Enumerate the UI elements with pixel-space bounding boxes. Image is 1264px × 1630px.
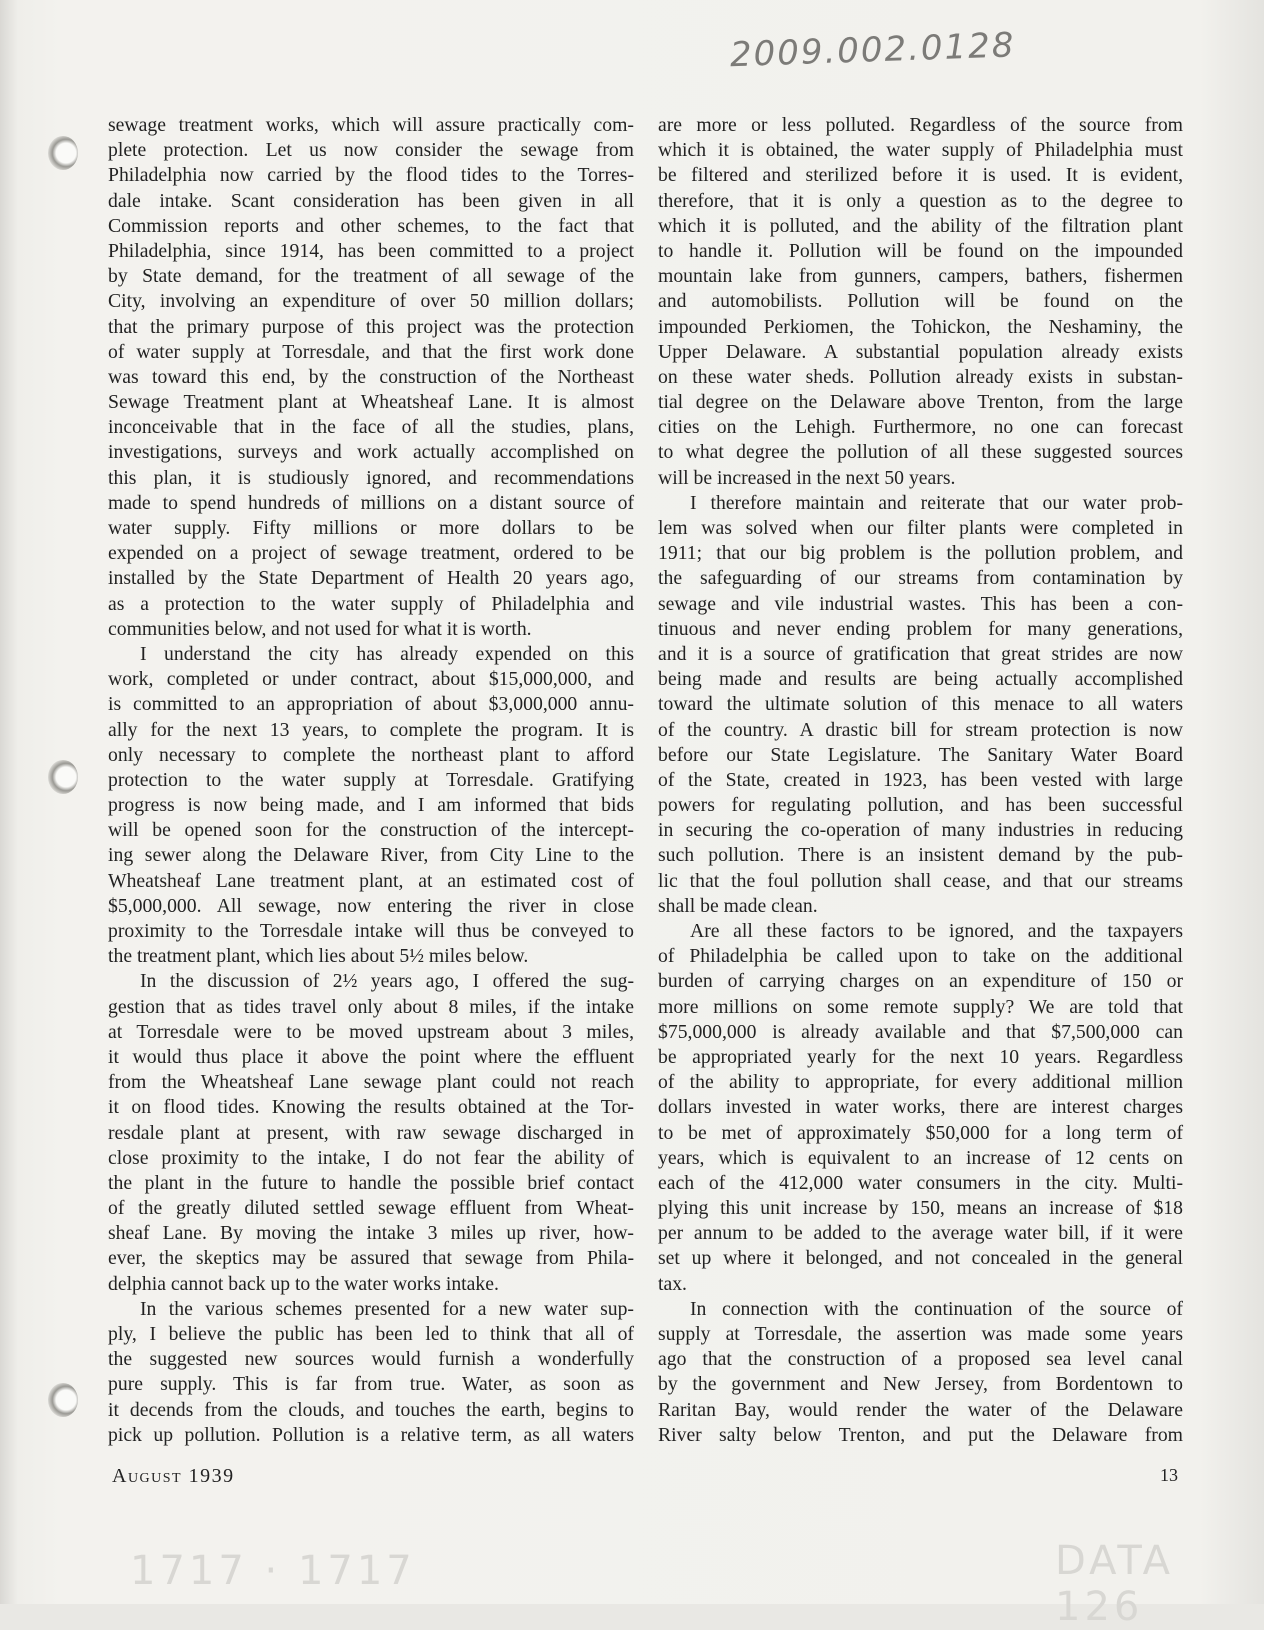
text-line: work, completed or under contract, about $15,000,000, and — [108, 668, 634, 691]
text-line: to be met of approximately $50,000 for a long term of — [658, 1121, 1183, 1144]
text-line: therefore, that it is only a question as to the degree to — [658, 189, 1183, 212]
faint-mark-right: DATA 126 — [1055, 1538, 1175, 1630]
text-line: it would thus place it above the point where the effluent — [108, 1045, 634, 1068]
text-line: supply at Torresdale, the assertion was made some years — [658, 1323, 1183, 1345]
text-line: be filtered and sterilized before it is used. It is evident, — [658, 164, 1183, 187]
text-line: are more or less polluted. Regardless of the source from — [658, 114, 1183, 136]
text-line: the safeguarding of our streams from contamination by — [658, 567, 1183, 590]
text-line: pick up pollution. Pollution is a relative term, as all waters — [108, 1423, 634, 1446]
left-column — [108, 113, 634, 1448]
text-line: gestion that as tides travel only about 8 miles, if the intake — [108, 995, 634, 1018]
text-line: In the discussion of 2½ years ago, I offered the sug- — [140, 970, 634, 993]
text-line: resdale plant at present, with raw sewage discharged in — [108, 1121, 634, 1144]
footer-date: August 1939 — [112, 1465, 235, 1487]
text-line: I therefore maintain and reiterate that our water prob- — [690, 491, 1183, 514]
text-line: the suggested new sources would furnish a wonderfully — [108, 1348, 634, 1371]
text-line: the treatment plant, which lies about 5½ miles below. — [108, 945, 529, 968]
text-line: per annum to be added to the average water bill, if it were — [658, 1222, 1183, 1245]
text-line: in securing the co-operation of many industries in reducing — [658, 819, 1183, 842]
text-line: Upper Delaware. A substantial population already exists — [658, 340, 1183, 363]
binder-hole — [48, 136, 78, 170]
text-line: City, involving an expenditure of over 50 million dollars; — [108, 290, 634, 313]
text-line: that the primary purpose of this project was the protection — [108, 315, 634, 338]
text-line: impounded Perkiomen, the Tohickon, the Neshaminy, the — [658, 315, 1183, 338]
text-line: tinuous and never ending problem for many generations, — [658, 617, 1183, 640]
text-line: being made and results are being actually accomplished — [658, 668, 1183, 691]
text-line: be appropriated yearly for the next 10 years. Regardless — [658, 1045, 1183, 1068]
text-line: which it is polluted, and the ability of the filtration plant — [658, 214, 1183, 237]
text-line: will be opened soon for the construction of the intercept- — [108, 819, 634, 842]
text-line: powers for regulating pollution, and has been successful — [658, 794, 1183, 817]
text-line: lic that the foul pollution shall cease, and that our streams — [658, 869, 1183, 892]
text-line: of the country. A drastic bill for stream protection is now — [658, 718, 1183, 741]
text-line: on these water sheds. Pollution already exists in substan- — [658, 365, 1183, 388]
text-line: of the greatly diluted settled sewage effluent from Wheat- — [108, 1197, 634, 1220]
text-line: ing sewer along the Delaware River, from City Line to the — [108, 844, 634, 867]
text-line: set up where it belonged, and not concealed in the general — [658, 1247, 1183, 1270]
text-line: Raritan Bay, would render the water of the Delaware — [658, 1398, 1183, 1421]
faint-mark-left: 1717 · 1717 — [130, 1548, 416, 1594]
text-line: 1911; that our big problem is the pollution problem, and — [658, 542, 1183, 565]
text-line: of water supply at Torresdale, and that the first work done — [108, 340, 634, 363]
text-line: $75,000,000 is already available and that $7,500,000 can — [658, 1020, 1183, 1043]
text-line: lem was solved when our filter plants were completed in — [658, 517, 1183, 539]
text-line: shall be made clean. — [658, 894, 818, 917]
text-line: sheaf Lane. By moving the intake 3 miles up river, how- — [108, 1222, 634, 1245]
text-line: $5,000,000. All sewage, now entering the river in close — [108, 894, 634, 917]
text-line: and it is a source of gratification that great strides are now — [658, 642, 1183, 665]
text-line: it decends from the clouds, and touches the earth, begins to — [108, 1398, 634, 1421]
text-line: protection to the water supply at Torresdale. Gratifying — [108, 768, 634, 791]
text-line: which it is obtained, the water supply of Philadelphia must — [658, 139, 1183, 162]
text-line: burden of carrying charges on an expenditure of 150 or — [658, 970, 1183, 993]
text-line: Philadelphia now carried by the flood tides to the Torres- — [108, 164, 634, 187]
text-line: communities below, and not used for what it is worth. — [108, 617, 532, 640]
text-line: the plant in the future to handle the possible brief contact — [108, 1171, 634, 1194]
text-line: Sewage Treatment plant at Wheatsheaf Lane. It is almost — [108, 391, 634, 414]
text-line: of the ability to appropriate, for every additional million — [658, 1071, 1183, 1094]
text-line: is committed to an appropriation of about $3,000,000 annu- — [108, 693, 634, 716]
text-line: In connection with the continuation of the source of — [690, 1297, 1183, 1320]
text-line: ally for the next 13 years, to complete the program. It is — [108, 718, 634, 741]
text-line: dollars invested in water works, there are interest charges — [658, 1096, 1183, 1119]
text-line: River salty below Trenton, and put the Delaware from — [658, 1423, 1183, 1446]
text-line: this plan, it is studiously ignored, and recommendations — [108, 466, 634, 489]
text-line: Are all these factors to be ignored, and the taxpayers — [690, 920, 1183, 942]
text-line: cities on the Lehigh. Furthermore, no one can forecast — [658, 416, 1183, 439]
text-line: and automobilists. Pollution will be found on the — [658, 290, 1183, 313]
text-line: ply, I believe the public has been led to think that all of — [108, 1323, 634, 1345]
text-line: sewage treatment works, which will assure practically com- — [108, 114, 634, 136]
text-line: dale intake. Scant consideration has been given in all — [108, 189, 634, 212]
text-line: more millions on some remote supply? We are told that — [658, 995, 1183, 1018]
text-line: from the Wheatsheaf Lane sewage plant could not reach — [108, 1071, 634, 1094]
binder-hole — [48, 760, 78, 794]
text-line: plete protection. Let us now consider the sewage from — [108, 139, 634, 162]
text-line: tial degree on the Delaware above Trenton, from the large — [658, 391, 1183, 414]
text-line: investigations, surveys and work actually accomplished on — [108, 441, 634, 464]
text-line: pure supply. This is far from true. Water, as soon as — [108, 1373, 634, 1396]
binder-hole — [48, 1383, 78, 1417]
text-line: progress is now being made, and I am informed that bids — [108, 794, 634, 817]
text-line: as a protection to the water supply of Philadelphia and — [108, 592, 634, 615]
text-line: plying this unit increase by 150, means an increase of $18 — [658, 1197, 1183, 1220]
text-line: toward the ultimate solution of this menace to all waters — [658, 693, 1183, 716]
text-line: by the government and New Jersey, from Bordentown to — [658, 1373, 1183, 1396]
text-line: proximity to the Torresdale intake will thus be conveyed to — [108, 920, 634, 942]
text-line: of Philadelphia be called upon to take on the additional — [658, 945, 1183, 968]
text-line: delphia cannot back up to the water works intake. — [108, 1272, 499, 1295]
page-number: 13 — [1160, 1465, 1178, 1485]
text-line: to what degree the pollution of all these suggested sources — [658, 441, 1183, 464]
text-line: will be increased in the next 50 years. — [658, 466, 956, 489]
text-line: tax. — [658, 1272, 687, 1295]
text-line: years, which is equivalent to an increase of 12 cents on — [658, 1146, 1183, 1169]
text-line: water supply. Fifty millions or more dollars to be — [108, 517, 634, 539]
text-line: made to spend hundreds of millions on a distant source of — [108, 491, 634, 514]
text-line: expended on a project of sewage treatment, ordered to be — [108, 542, 634, 565]
text-line: Philadelphia, since 1914, has been committed to a project — [108, 239, 634, 262]
text-line: each of the 412,000 water consumers in the city. Multi- — [658, 1171, 1183, 1194]
text-line: ago that the construction of a proposed sea level canal — [658, 1348, 1183, 1371]
text-line: of the State, created in 1923, has been vested with large — [658, 768, 1183, 791]
text-line: installed by the State Department of Health 20 years ago, — [108, 567, 634, 590]
text-line: mountain lake from gunners, campers, bathers, fishermen — [658, 265, 1183, 288]
text-line: only necessary to complete the northeast plant to afford — [108, 743, 634, 766]
text-line: at Torresdale were to be moved upstream about 3 miles, — [108, 1020, 634, 1043]
text-line: it on flood tides. Knowing the results obtained at the Tor- — [108, 1096, 634, 1119]
text-line: Commission reports and other schemes, to the fact that — [108, 214, 634, 237]
text-line: I understand the city has already expended on this — [140, 642, 634, 665]
text-line: before our State Legislature. The Sanitary Water Board — [658, 743, 1183, 766]
text-line: by State demand, for the treatment of all sewage of the — [108, 265, 634, 288]
text-line: to handle it. Pollution will be found on the impounded — [658, 239, 1183, 262]
text-line: ever, the skeptics may be assured that sewage from Phila- — [108, 1247, 634, 1270]
text-line: Wheatsheaf Lane treatment plant, at an estimated cost of — [108, 869, 634, 892]
accession-number: 2009.002.0128 — [729, 25, 1017, 76]
right-column — [658, 113, 1183, 1448]
text-line: inconceivable that in the face of all the studies, plans, — [108, 416, 634, 439]
text-line: sewage and vile industrial wastes. This has been a con- — [658, 592, 1183, 615]
text-line: was toward this end, by the construction of the Northeast — [108, 365, 634, 388]
text-line: In the various schemes presented for a new water sup- — [140, 1297, 634, 1320]
text-line: such pollution. There is an insistent demand by the pub- — [658, 844, 1183, 867]
text-line: close proximity to the intake, I do not fear the ability of — [108, 1146, 634, 1169]
